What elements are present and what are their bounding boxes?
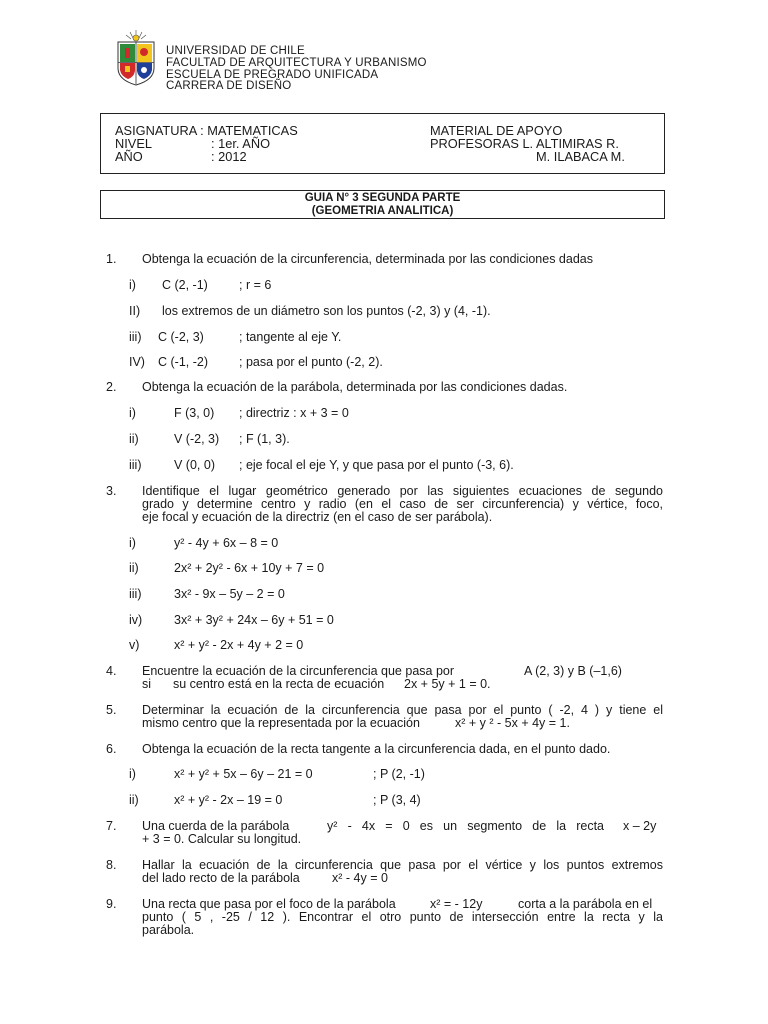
q3-equation: x² + y² - 2x + 4y + 2 = 0: [174, 638, 304, 652]
q9-text-line: punto ( 5 , -25 / 12 ). Encontrar el otro punto de intersección entre la recta y la: [142, 910, 663, 924]
q4-number: 4.: [106, 664, 117, 678]
guia-subtitle: (GEOMETRIA ANALITICA): [311, 205, 454, 217]
career-name: CARRERA DE DISEÑO: [166, 80, 292, 93]
q7-number: 7.: [106, 819, 117, 833]
q3-equation: 3x² - 9x – 5y – 2 = 0: [174, 587, 285, 601]
q1-item-a: C (-1, -2): [158, 355, 208, 369]
q2-item-label: i): [129, 406, 136, 420]
q3-item-label: iii): [129, 587, 142, 601]
q6-point: ; P (3, 4): [373, 793, 421, 807]
q1-item-label: II): [129, 304, 141, 318]
q7-equation: x – 2y: [623, 819, 657, 833]
q1-item-a: C (2, -1): [162, 278, 208, 292]
q3-text-line: eje focal y ecuación de la directriz (en el caso de ser parábola).: [142, 510, 493, 524]
q3-equation: 3x² + 3y² + 24x – 6y + 51 = 0: [174, 613, 334, 627]
faculty-name: FACULTAD DE ARQUITECTURA Y URBANISMO: [166, 56, 427, 69]
q1-item-a: C (-2, 3): [158, 330, 204, 344]
material-label: MATERIAL DE APOYO: [430, 123, 563, 138]
q1-item-label: iii): [129, 330, 142, 344]
q9-number: 9.: [106, 897, 117, 911]
q7-text: y² - 4x = 0 es un segmento de la recta: [327, 819, 604, 833]
q2-item-b: ; eje focal el eje Y, y que pasa por el punto (-3, 6).: [239, 458, 514, 472]
q3-item-label: iv): [129, 613, 143, 627]
q6-item-label: i): [129, 767, 136, 781]
q3-equation: 2x² + 2y² - 6x + 10y + 7 = 0: [174, 561, 325, 575]
q6-text: Obtenga la ecuación de la recta tangente a la circunferencia dada, en el punto dado.: [142, 742, 611, 756]
university-name: UNIVERSIDAD DE CHILE: [166, 45, 305, 57]
anio-value: : 2012: [211, 149, 247, 164]
q8-text-line: del lado recto de la parábola: [142, 871, 300, 885]
q6-equation: x² + y² + 5x – 6y – 21 = 0: [174, 767, 313, 781]
q6-item-label: ii): [129, 793, 139, 807]
q6-equation: x² + y² - 2x – 19 = 0: [174, 793, 283, 807]
q4-text: Encuentre la ecuación de la circunferencia que pasa por: [142, 664, 455, 678]
school-name: ESCUELA DE PREGRADO UNIFICADA: [166, 68, 379, 81]
q4-points: A (2, 3) y B (–1,6): [524, 664, 622, 678]
q5-text-line: mismo centro que la representada por la ecuación: [142, 716, 420, 730]
q2-item-b: ; F (1, 3).: [239, 432, 290, 446]
nivel-value: : 1er. AÑO: [211, 136, 271, 151]
profesora-2: M. ILABACA M.: [536, 149, 625, 164]
q2-number: 2.: [106, 380, 117, 394]
q2-item-label: iii): [129, 458, 142, 472]
q3-text-line: grado y determine centro y radio (en el caso de ser circunferencia) y vértice, foco,: [142, 497, 663, 511]
q3-item-label: v): [129, 638, 140, 652]
q2-text: Obtenga la ecuación de la parábola, determinada por las condiciones dadas.: [142, 380, 568, 394]
q2-item-a: V (-2, 3): [174, 432, 220, 446]
q1-number: 1.: [106, 252, 117, 266]
q6-number: 6.: [106, 742, 117, 756]
profesoras: PROFESORAS L. ALTIMIRAS R.: [430, 136, 619, 151]
q1-item-label: IV): [129, 355, 145, 369]
anio-label: AÑO: [115, 149, 143, 164]
q8-number: 8.: [106, 858, 117, 872]
q2-item-label: ii): [129, 432, 139, 446]
q9-text-line: parábola.: [142, 923, 195, 937]
university-crest-icon: [113, 30, 159, 86]
q2-item-a: F (3, 0): [174, 406, 215, 420]
q4-text: su centro está en la recta de ecuación: [173, 677, 385, 691]
q3-text-line: Identifique el lugar geométrico generado por las siguientes ecuaciones de segundo: [142, 484, 663, 498]
q1-item-a: los extremos de un diámetro son los puntos (-2, 3) y (4, -1).: [162, 304, 491, 318]
q2-item-b: ; directriz : x + 3 = 0: [239, 406, 349, 420]
q8-text-line: Hallar la ecuación de la circunferencia que pasa por el vértice y los puntos extremos: [142, 858, 663, 872]
q7-text: + 3 = 0. Calcular su longitud.: [142, 832, 302, 846]
institution-header: [166, 46, 427, 93]
asignatura: ASIGNATURA : MATEMATICAS: [115, 123, 298, 138]
q5-equation: x² + y ² - 5x + 4y = 1.: [455, 716, 570, 730]
q5-text-line: Determinar la ecuación de la circunferencia que pasa por el punto ( -2, 4 ) y tiene el: [142, 703, 663, 717]
q1-item-b: ; r = 6: [239, 278, 272, 292]
q4-text: si: [142, 677, 152, 691]
q3-item-label: i): [129, 536, 136, 550]
guia-title-box: [100, 190, 665, 219]
q8-equation: x² - 4y = 0: [332, 871, 388, 885]
q1-item-b: ; tangente al eje Y.: [239, 330, 342, 344]
q2-item-a: V (0, 0): [174, 458, 215, 472]
course-info-box: [100, 113, 665, 174]
q3-equation: y² - 4y + 6x – 8 = 0: [174, 536, 279, 550]
q3-item-label: ii): [129, 561, 139, 575]
q7-text: Una cuerda de la parábola: [142, 819, 290, 833]
q9-equation: x² = - 12y: [430, 897, 483, 911]
q1-text: Obtenga la ecuación de la circunferencia, determinada por las condiciones dadas: [142, 252, 593, 266]
guia-title: GUIA N° 3 SEGUNDA PARTE: [304, 192, 461, 204]
q9-text: corta a la parábola en el: [518, 897, 653, 911]
q6-point: ; P (2, -1): [373, 767, 425, 781]
q5-number: 5.: [106, 703, 117, 717]
q4-equation: 2x + 5y + 1 = 0.: [404, 677, 491, 691]
nivel-label: NIVEL: [115, 136, 152, 151]
q1-item-b: ; pasa por el punto (-2, 2).: [239, 355, 383, 369]
q9-text: Una recta que pasa por el foco de la parábola: [142, 897, 396, 911]
q1-item-label: i): [129, 278, 136, 292]
q3-number: 3.: [106, 484, 117, 498]
